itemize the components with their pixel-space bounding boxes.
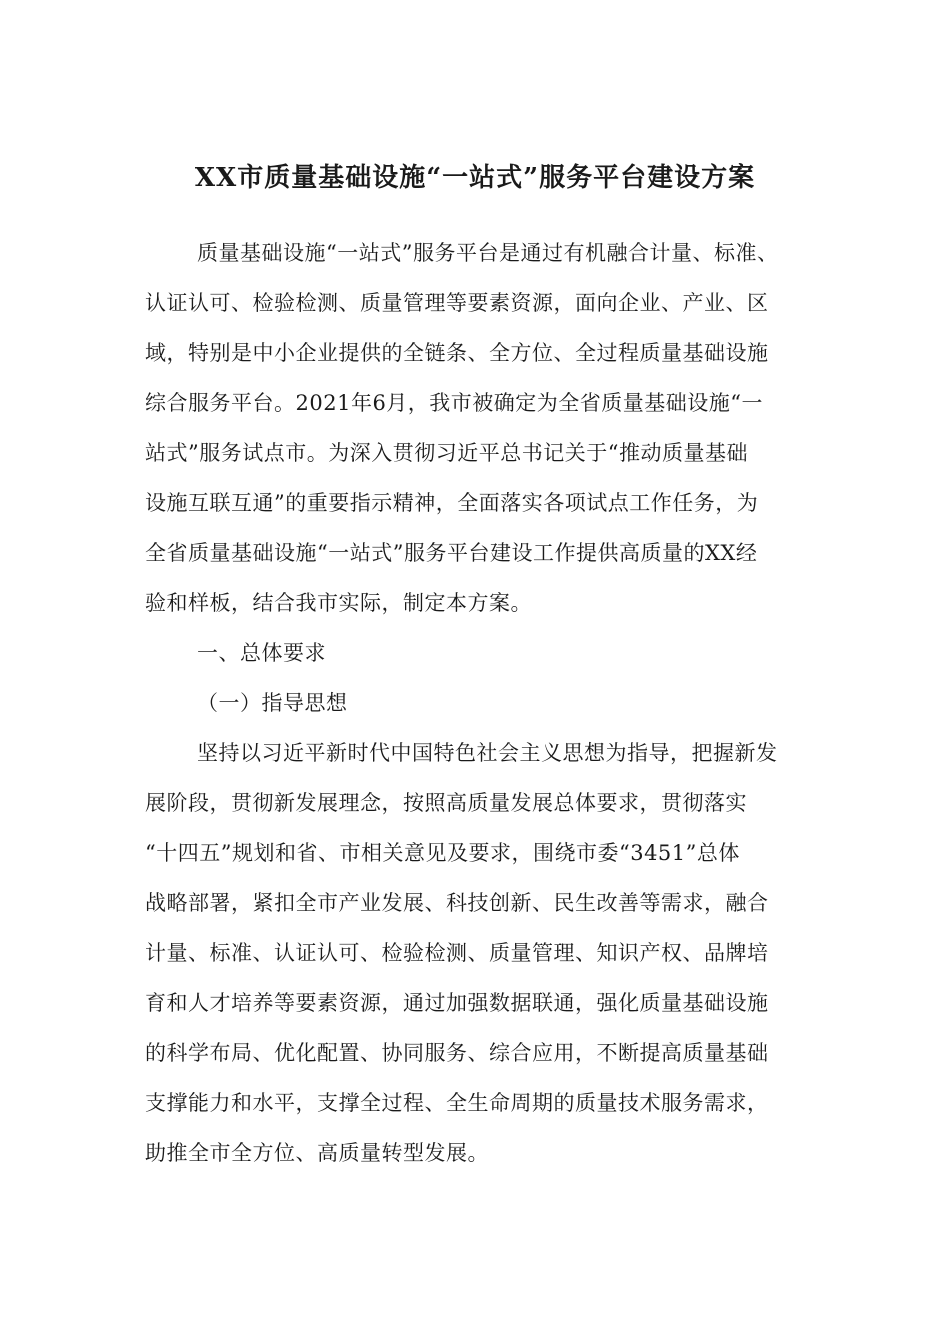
paragraph-line: 域，特别是中小企业提供的全链条、全方位、全过程质量基础设施: [145, 341, 769, 365]
paragraph-line: 验和样板，结合我市实际，制定本方案。: [145, 591, 532, 615]
document-title: XX市质量基础设施“一站式”服务平台建设方案: [194, 163, 756, 193]
paragraph-line: 综合服务平台。2021年6月，我市被确定为全省质量基础设施“一: [145, 391, 764, 415]
subsection-heading: （一）指导思想: [197, 691, 348, 715]
paragraph-line: 的科学布局、优化配置、协同服务、综合应用，不断提高质量基础: [145, 1041, 769, 1065]
section-heading: 一、总体要求: [197, 641, 326, 665]
paragraph-line: 战略部署，紧扣全市产业发展、科技创新、民生改善等需求，融合: [145, 891, 769, 915]
paragraph-line: 支撑能力和水平，支撑全过程、全生命周期的质量技术服务需求，: [145, 1091, 769, 1115]
paragraph-line: 设施互联互通”的重要指示精神，全面落实各项试点工作任务，为: [145, 491, 759, 515]
paragraph-line: 全省质量基础设施“一站式”服务平台建设工作提供高质量的XX经: [145, 541, 758, 565]
paragraph-line: 育和人才培养等要素资源，通过加强数据联通，强化质量基础设施: [145, 991, 769, 1015]
paragraph-line: 计量、标准、认证认可、检验检测、质量管理、知识产权、品牌培: [145, 941, 769, 965]
paragraph-line: 助推全市全方位、高质量转型发展。: [145, 1141, 489, 1165]
paragraph-line: 认证认可、检验检测、质量管理等要素资源，面向企业、产业、区: [145, 291, 769, 315]
paragraph-line: “十四五”规划和省、市相关意见及要求，围绕市委“3451”总体: [145, 841, 740, 865]
paragraph-line: 质量基础设施“一站式”服务平台是通过有机融合计量、标准、: [197, 241, 779, 265]
paragraph-line: 展阶段，贯彻新发展理念，按照高质量发展总体要求，贯彻落实: [145, 791, 747, 815]
paragraph-line: 站式”服务试点市。为深入贯彻习近平总书记关于“推动质量基础: [145, 441, 748, 465]
paragraph-line: 坚持以习近平新时代中国特色社会主义思想为指导，把握新发: [197, 741, 778, 765]
